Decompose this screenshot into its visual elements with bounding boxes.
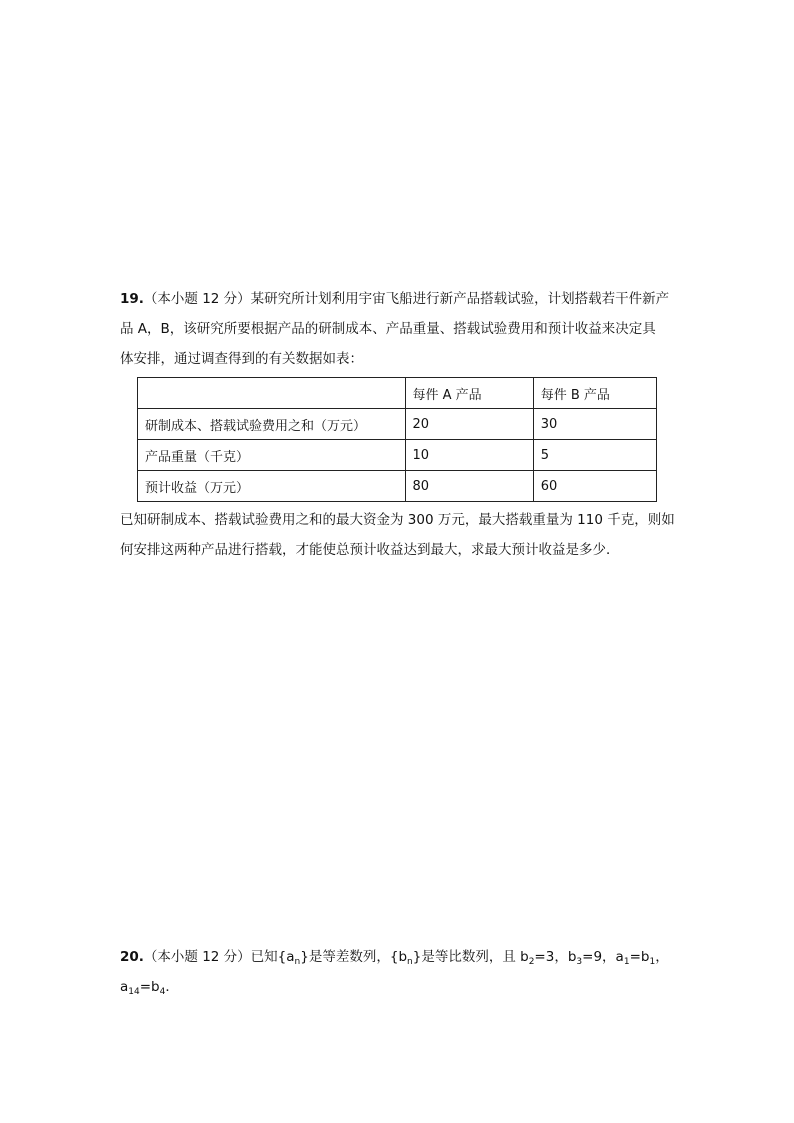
table-cell: 60: [533, 471, 656, 502]
subscript: 4: [159, 987, 166, 997]
q20-text-part: =9，a: [582, 949, 624, 965]
q20-text-part: =b: [629, 949, 650, 965]
subscript: 1: [649, 957, 656, 967]
question-20-text: [120, 942, 680, 1002]
q20-line-1: [120, 942, 680, 972]
table-row: [138, 471, 657, 502]
table-cell: 产品重量（千克）: [138, 440, 406, 471]
table-row: [138, 409, 657, 440]
q20-text-part: }是等差数列，{b: [300, 949, 408, 965]
table-header-row: [138, 378, 657, 409]
table-cell: 10: [405, 440, 533, 471]
q20-intro: （本小题 12 分）已知{a: [143, 949, 295, 965]
q20-number: 20.: [120, 949, 144, 965]
table-cell: 预计收益（万元）: [138, 471, 406, 502]
q20-text-part: a: [120, 979, 129, 995]
subscript: 1: [623, 957, 630, 967]
q20-text-part: }是等比数列，且 b: [412, 949, 529, 965]
q19-line-3: 体安排，通过调查得到的有关数据如表：: [120, 351, 363, 367]
table-header-cell: 每件 A 产品: [405, 378, 533, 409]
q20-text-part: ．: [165, 979, 179, 995]
table-cell: 30: [533, 409, 656, 440]
subscript: n: [407, 957, 413, 967]
q20-text-part: =b: [139, 979, 160, 995]
q19-after-line-2: 何安排这两种产品进行搭载，才能使总预计收益达到最大，求最大预计收益是多少．: [120, 542, 620, 558]
q19-line-1-text: （本小题 12 分）某研究所计划利用宇宙飞船进行新产品搭载试验，计划搭载若干件新产: [143, 291, 670, 307]
subscript: 2: [528, 957, 535, 967]
table-cell: 80: [405, 471, 533, 502]
q19-number: 19.: [120, 291, 144, 307]
q20-text-part: =3，b: [534, 949, 577, 965]
table-row: [138, 440, 657, 471]
question-19-condition: [120, 505, 680, 565]
table-cell: 研制成本、搭载试验费用之和（万元）: [138, 409, 406, 440]
subscript: 3: [576, 957, 583, 967]
table-header-cell: 每件 B 产品: [533, 378, 656, 409]
question-19-text: [120, 284, 680, 374]
subscript: 14: [128, 987, 140, 997]
table-cell: 5: [533, 440, 656, 471]
q19-line-2: 品 A，B，该研究所要根据产品的研制成本、产品重量、搭载试验费用和预计收益来决定具: [120, 321, 656, 337]
table-header-cell: [138, 378, 406, 409]
q19-line-1: [120, 284, 680, 314]
subscript: n: [294, 957, 301, 967]
data-table: [137, 377, 657, 502]
q20-line-2: [120, 972, 680, 1002]
table-cell: 20: [405, 409, 533, 440]
q20-text-part: ，: [655, 949, 669, 965]
q19-after-line-1: 已知研制成本、搭载试验费用之和的最大资金为 300 万元，最大搭载重量为 110 千克，则如: [120, 512, 675, 528]
